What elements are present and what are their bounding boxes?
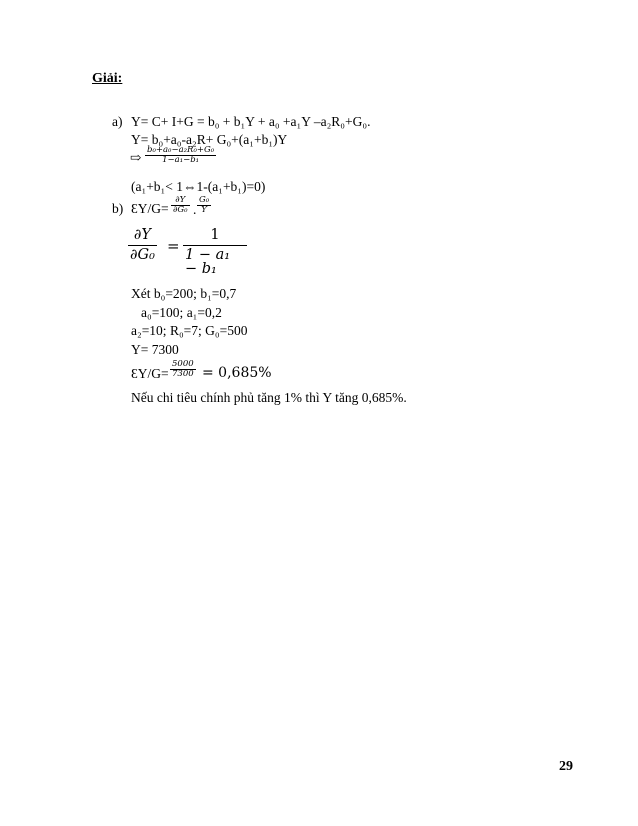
derivative-lhs-denominator: ∂G₀	[130, 246, 155, 263]
y-solution-numerator: b₀+a₀−a₂R₀+G₀	[147, 145, 215, 155]
part-a-line2: Y= b₀+a₀-a₂R+ G₀+(a₁+b₁)Y	[131, 132, 288, 147]
elasticity-frac2-numerator: G₀	[199, 195, 210, 205]
y-solution-denominator: 1−a₁−b₁	[162, 154, 200, 165]
derivative-rhs-numerator: 1	[210, 227, 220, 243]
part-a-label: a)	[112, 114, 123, 129]
result-denominator: 7300	[172, 368, 194, 379]
y-solution-fraction	[145, 146, 216, 164]
fraction-bar	[183, 245, 247, 246]
equals-sign: =	[167, 237, 180, 255]
given-other-values: a₂=10; R₀=7; G₀=500	[131, 323, 248, 338]
elasticity-frac1-numerator: ∂Y	[175, 195, 186, 205]
elasticity-fraction-1	[171, 196, 190, 214]
result-value: = 0,685%	[202, 365, 272, 381]
derivative-lhs-numerator: ∂Y	[133, 227, 151, 243]
result-prefix: ƐY/G=	[131, 366, 169, 381]
fraction-bar	[128, 245, 157, 246]
elasticity-fraction-2	[197, 196, 211, 214]
derivative-rhs-denominator: 1 − a₁ − b₁	[185, 246, 231, 277]
result-fraction	[170, 360, 196, 378]
y-value: Y= 7300	[131, 342, 179, 357]
given-b-values: Xét b₀=200; b₁=0,7	[131, 286, 237, 301]
multiply-dot: .	[193, 202, 197, 217]
part-a-line1: Y= C+ I+G = b₀ + b₁Y + a₀ +a₁Y –a₂R₀+G₀.	[131, 114, 371, 129]
elasticity-prefix: ƐY/G=	[131, 201, 169, 216]
result-numerator: 5000	[172, 359, 194, 369]
heading: Giải:	[92, 71, 123, 86]
derivative-lhs-fraction	[128, 228, 157, 262]
elasticity-frac2-denominator: Y	[201, 204, 207, 215]
elasticity-frac1-denominator: ∂G₀	[173, 204, 188, 215]
page-number: 29	[559, 759, 573, 774]
part-a-condition: (a₁+b₁< 1⇔1-(a₁+b₁)=0)	[131, 179, 266, 194]
derivative-rhs-fraction	[183, 228, 247, 277]
part-b-label: b)	[112, 201, 124, 216]
conclusion: Nếu chi tiêu chính phủ tăng 1% thì Y tăng 0,685%.	[131, 390, 407, 405]
implies-arrow: ⇨	[130, 150, 142, 166]
given-a-values: a₀=100; a₁=0,2	[141, 305, 222, 320]
